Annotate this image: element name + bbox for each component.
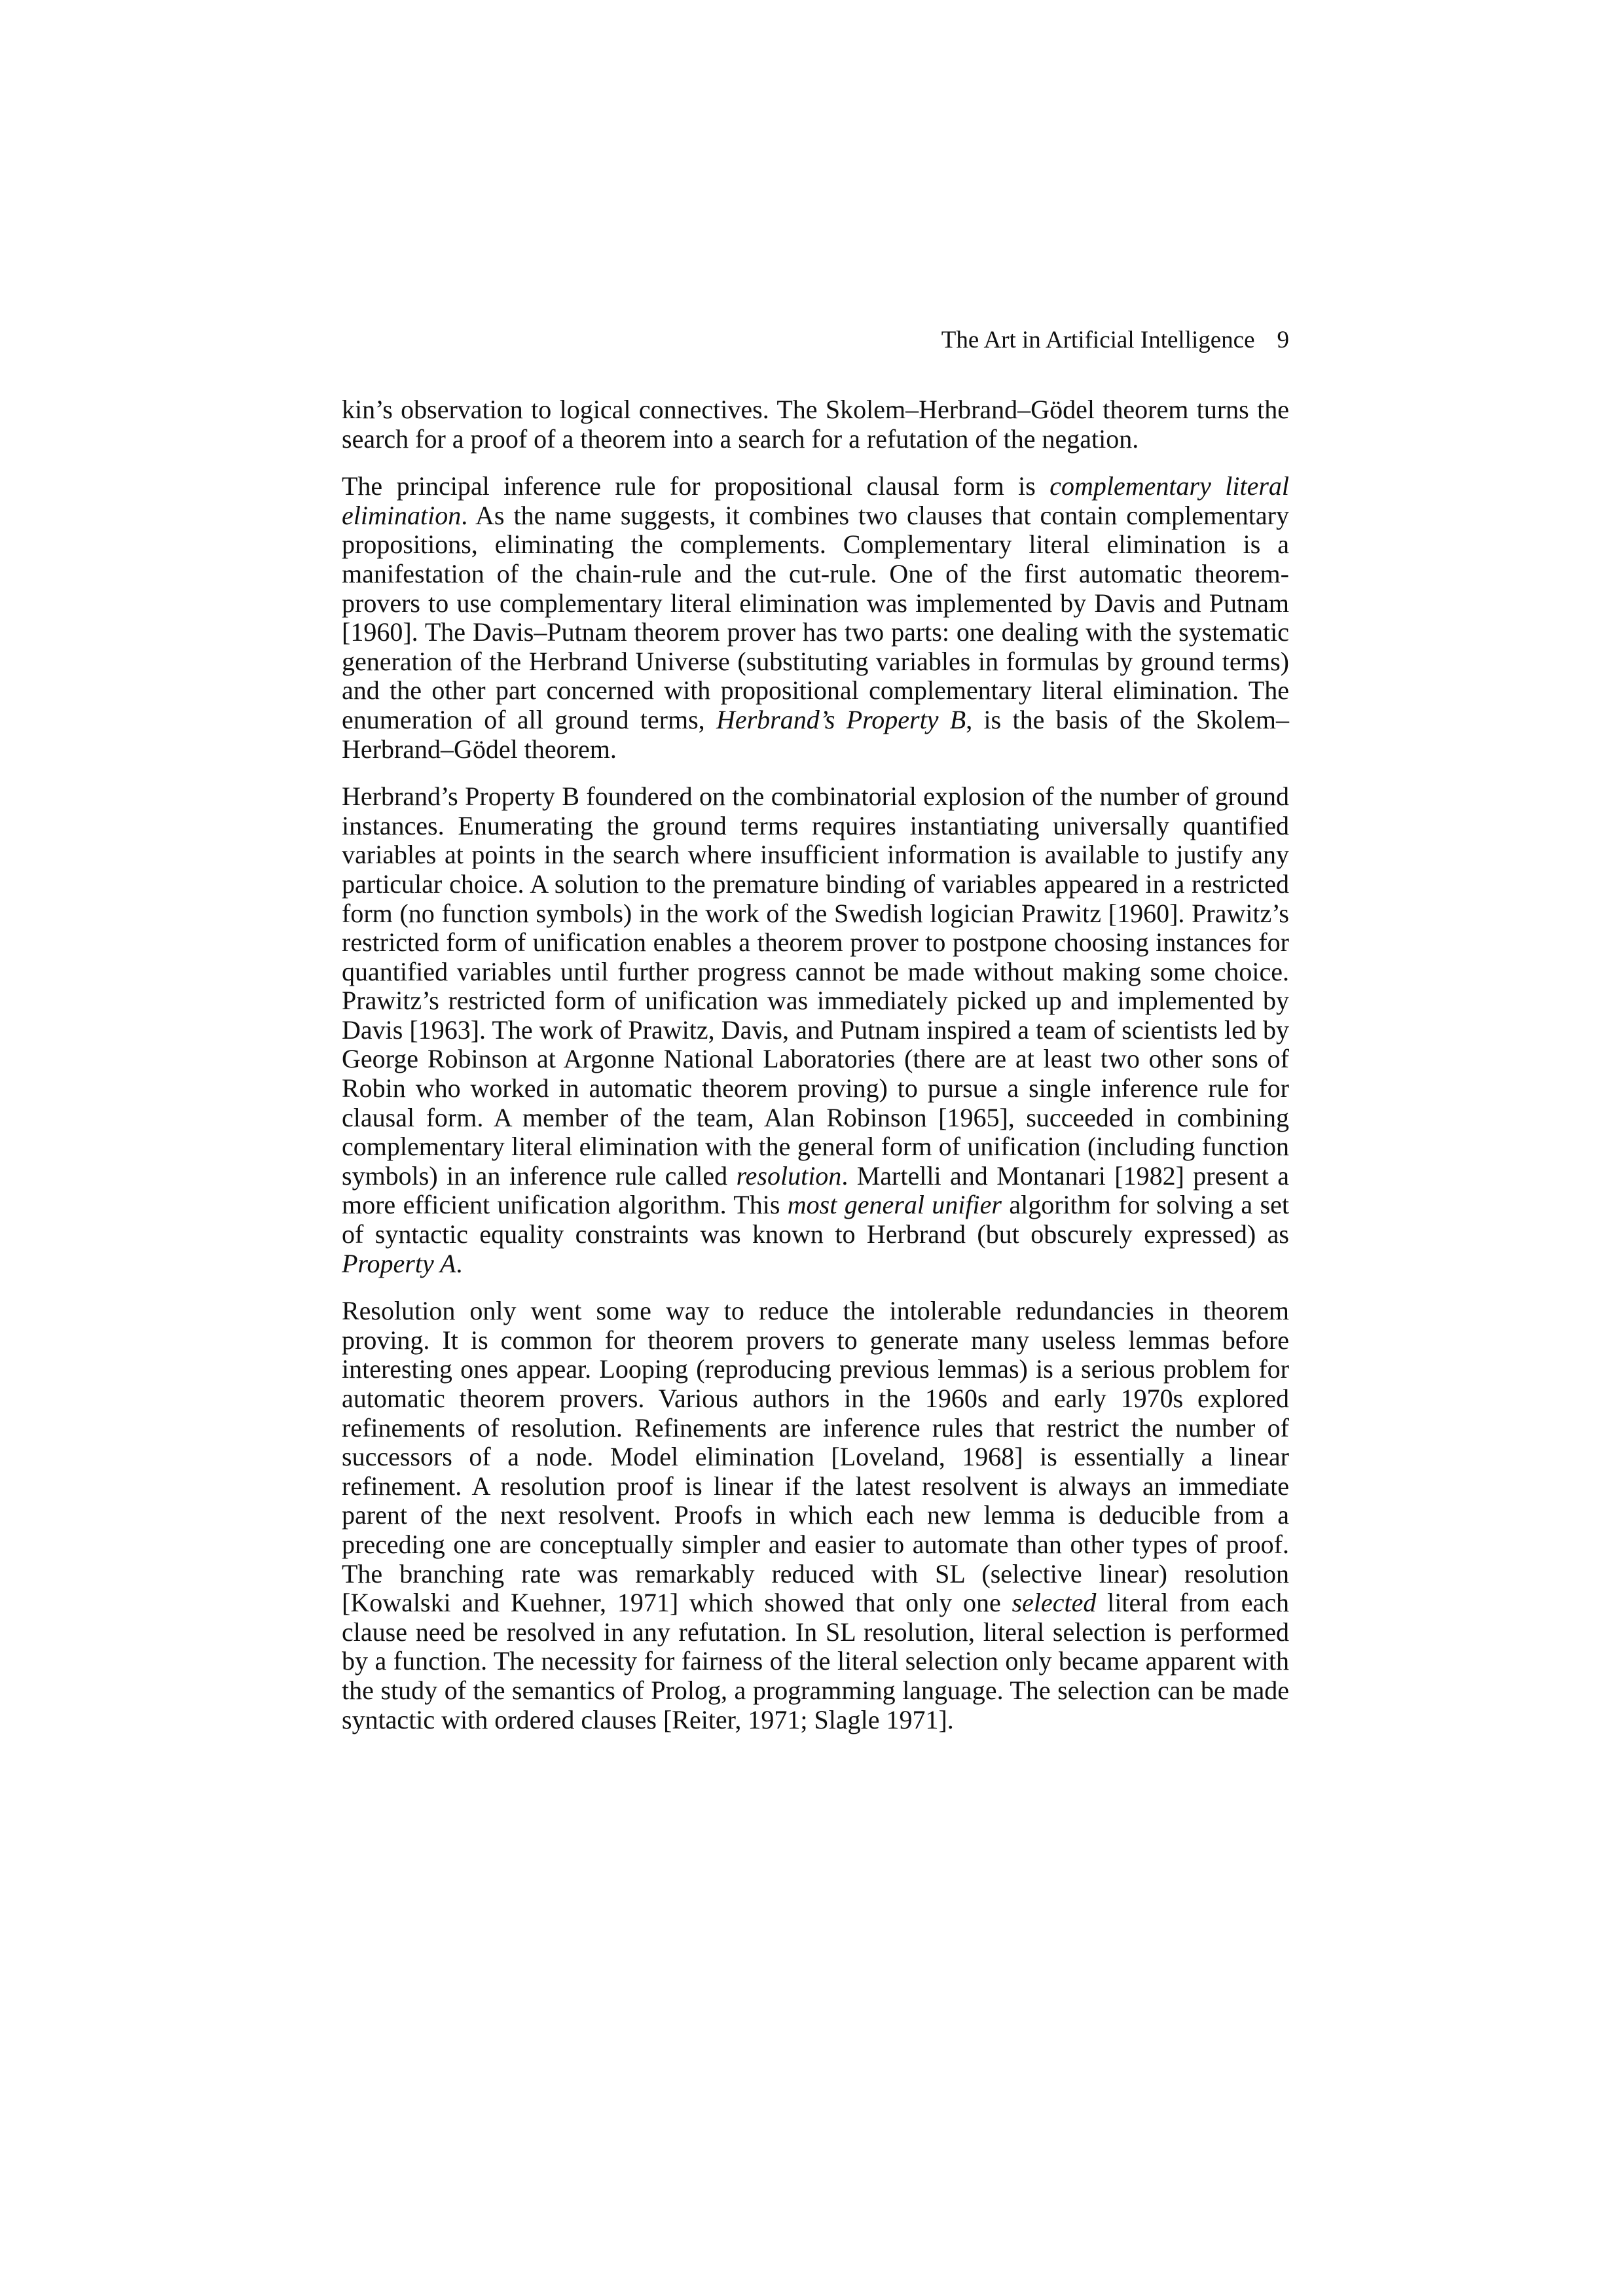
- paragraph-3: [342, 782, 1289, 1278]
- italic-term: selected: [1012, 1588, 1097, 1618]
- text-segment: algorithm for solving a set of syntactic equality constraints was known to Herbrand (but obscurely expressed) as: [342, 1190, 1289, 1249]
- text-segment: literal from each clause need be resolved in any refutation. In SL resolution, literal selection is performed by a function. The necessity for fairness of the literal selection only became apparent with the study of the semantics of Prolog, a programming language. The selection can be made syntactic with ordered clauses [Reiter, 1971; Slagle 1971].: [342, 1588, 1290, 1734]
- body-text: [342, 395, 1289, 1734]
- paragraph-4: [342, 1297, 1289, 1734]
- italic-term: Property A: [342, 1248, 456, 1278]
- page-number: 9: [1277, 327, 1289, 353]
- text-segment: , is the basis of the Skolem–Herbrand–Gödel theorem.: [342, 704, 1289, 764]
- text-segment: The principal inference rule for propositional clausal form is: [342, 471, 1050, 501]
- paragraph-2: [342, 472, 1289, 764]
- italic-term: resolution: [736, 1160, 842, 1191]
- italic-term: complementary literal elimination: [342, 471, 1289, 530]
- text-segment: Resolution only went some way to reduce the intolerable redundancies in theorem proving. It is common for theorem provers to generate many useless lemmas before interesting ones appear. Looping (reproducing previous lemmas) is a serious problem for automatic theorem provers. Various authors in the 1960s and early 1970s explored refinements of resolution. Refinements are inference rules that restrict the number of successors of a node. Model elimination [Loveland, 1968] is essentially a linear refinement. A resolution proof is linear if the latest resolvent is always an immediate parent of the next resolvent. Proofs in which each new lemma is deducible from a preceding one are conceptually simpler and easier to automate than other types of proof. The branching rate was remarkably reduced with SL (selective linear) resolution [Kowalski and Kuehner, 1971] which showed that only one: [342, 1296, 1289, 1618]
- text-segment: kin’s observation to logical connectives. The Skolem–Herbrand–Gödel theorem turns the search for a proof of a theorem into a search for a refutation of the negation.: [342, 395, 1289, 454]
- text-segment: Herbrand’s Property B foundered on the combinatorial explosion of the number of ground instances. Enumerating the ground terms requires instantiating universally quantified variables at points in the search where insufficient information is available to justify any particular choice. A solution to the premature binding of variables appeared in a restricted form (no function symbols) in the work of the Swedish logician Prawitz [1960]. Prawitz’s restricted form of unification enables a theorem prover to postpone choosing instances for quantified variables until further progress cannot be made without making some choice. Prawitz’s restricted form of unification was immediately picked up and implemented by Davis [1963]. The work of Prawitz, Davis, and Putnam inspired a team of scientists led by George Robinson at Argonne National Laboratories (there are at least two other sons of Robin who worked in automatic theorem proving) to pursue a single inference rule for clausal form. A member of the team, Alan Robinson [1965], succeeded in combining complementary literal elimination with the general form of unification (including function symbols) in an inference rule called: [342, 781, 1289, 1191]
- text-segment: .: [456, 1248, 463, 1278]
- italic-term: most general unifier: [787, 1190, 1002, 1220]
- paragraph-1: [342, 395, 1289, 454]
- text-segment: . Martelli and Montanari [1982] present a more efficient unification algorithm. This: [342, 1160, 1289, 1220]
- running-title: The Art in Artificial Intelligence: [941, 327, 1255, 353]
- running-header: [342, 322, 1289, 359]
- text-segment: . As the name suggests, it combines two clauses that contain complementary propositions, eliminating the complements. Complementary literal elimination is a manifestation of the chain-rule and the cut-rule. One of the first automatic theorem-provers to use complementary literal elimination was implemented by Davis and Putnam [1960]. The Davis–Putnam theorem prover has two parts: one dealing with the systematic generation of the Herbrand Universe (substituting variables in formulas by ground terms) and the other part concerned with propositional complementary literal elimination. The enumeration of all ground terms,: [342, 500, 1289, 734]
- italic-term: Herbrand’s Property B: [716, 704, 966, 734]
